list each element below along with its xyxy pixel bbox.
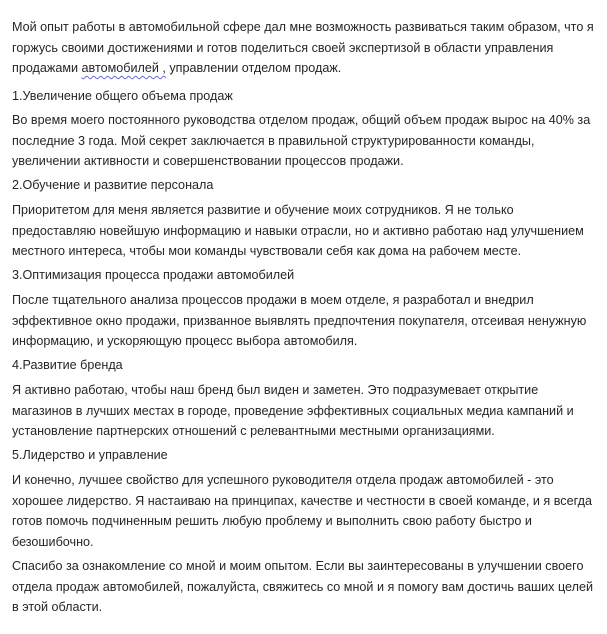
intro-line-3-end: управлении отделом продаж. xyxy=(165,61,342,75)
intro-line-3-start: продажами xyxy=(12,61,82,75)
section-body-3 xyxy=(12,290,598,352)
closing-line-1: Спасибо за ознакомление со мной и моим опытом. Если вы заинтересованы в улучшении своего xyxy=(12,559,584,573)
intro-line-3 xyxy=(12,58,598,79)
body-3-line-1: После тщательного анализа процессов продажи в моем отделе, я разработал и внедрил xyxy=(12,293,534,307)
section-body-5 xyxy=(12,470,598,552)
heading-3-text: 3.Оптимизация процесса продажи автомобилей xyxy=(12,268,295,282)
section-heading-3 xyxy=(12,265,598,286)
heading-2-text: 2.Обучение и развитие персонала xyxy=(12,178,214,192)
body-5-line-4: безошибочно. xyxy=(12,534,94,549)
body-1-line-2: последние 3 года. Мой секрет заключается в правильной структурированности команды, xyxy=(12,133,535,148)
section-body-1 xyxy=(12,110,598,172)
section-body-4 xyxy=(12,380,598,442)
heading-4-text: 4.Развитие бренда xyxy=(12,358,123,372)
spellcheck-flagged-word[interactable]: автомобилей , xyxy=(81,61,166,75)
body-5-line-3: готов помочь подчиненным решить любую проблему и выполнить свою работу быстро и xyxy=(12,514,532,528)
closing-paragraph xyxy=(12,556,598,618)
body-4-line-2: магазинов в лучших местах в городе, проведение эффективных социальных медиа кампаний и xyxy=(12,403,574,418)
body-2-line-2: предоставляю новейшую информацию и навыки отрасли, но и активно работаю над улучшением xyxy=(12,223,584,238)
body-5-line-1: И конечно, лучшее свойство для успешного руководителя отдела продаж автомобилей - это xyxy=(12,473,554,487)
section-heading-5 xyxy=(12,445,598,466)
body-1-line-1: Во время моего постоянного руководства отделом продаж, общий объем продаж вырос на 40% за xyxy=(12,113,591,127)
body-1-line-3: увеличении активности и совершенствовании процессов продажи. xyxy=(12,154,404,168)
body-2-line-1: Приоритетом для меня является развитие и обучение моих сотрудников. Я не только xyxy=(12,203,514,217)
intro-line-1: Мой опыт работы в автомобильной сфере дал мне возможность развиваться таким образом, что я xyxy=(12,20,594,34)
intro-line-2: горжусь своими достижениями и готов поделиться своей экспертизой в области управления xyxy=(12,40,554,55)
section-heading-4 xyxy=(12,355,598,376)
heading-5-text: 5.Лидерство и управление xyxy=(12,448,168,462)
section-heading-2 xyxy=(12,175,598,196)
body-2-line-3: местного интереса, чтобы мои команды чувствовали себя как дома на рабочем месте. xyxy=(12,244,522,258)
closing-line-3: в этой области. xyxy=(12,600,103,614)
body-3-line-3: информацию, и ускоряющую процесс выбора автомобиля. xyxy=(12,334,358,348)
closing-line-2: отдела продаж автомобилей, пожалуйста, свяжитесь со мной и я помогу вам достичь ваших целей xyxy=(12,579,593,594)
body-5-line-2: хорошее лидерство. Я настаиваю на принципах, качестве и честности в своей команде, и я всегда xyxy=(12,493,592,508)
section-body-2 xyxy=(12,200,598,262)
body-4-line-3: установление партнерских отношений с релевантными местными организациями. xyxy=(12,424,495,438)
section-heading-1 xyxy=(12,86,598,107)
heading-1-text: 1.Увеличение общего объема продаж xyxy=(12,89,233,103)
body-3-line-2: эффективное окно продажи, призванное выявлять предпочтения покупателя, отсеивая ненужную xyxy=(12,313,587,328)
intro-paragraph xyxy=(12,17,598,79)
body-4-line-1: Я активно работаю, чтобы наш бренд был виден и заметен. Это подразумевает открытие xyxy=(12,383,539,397)
